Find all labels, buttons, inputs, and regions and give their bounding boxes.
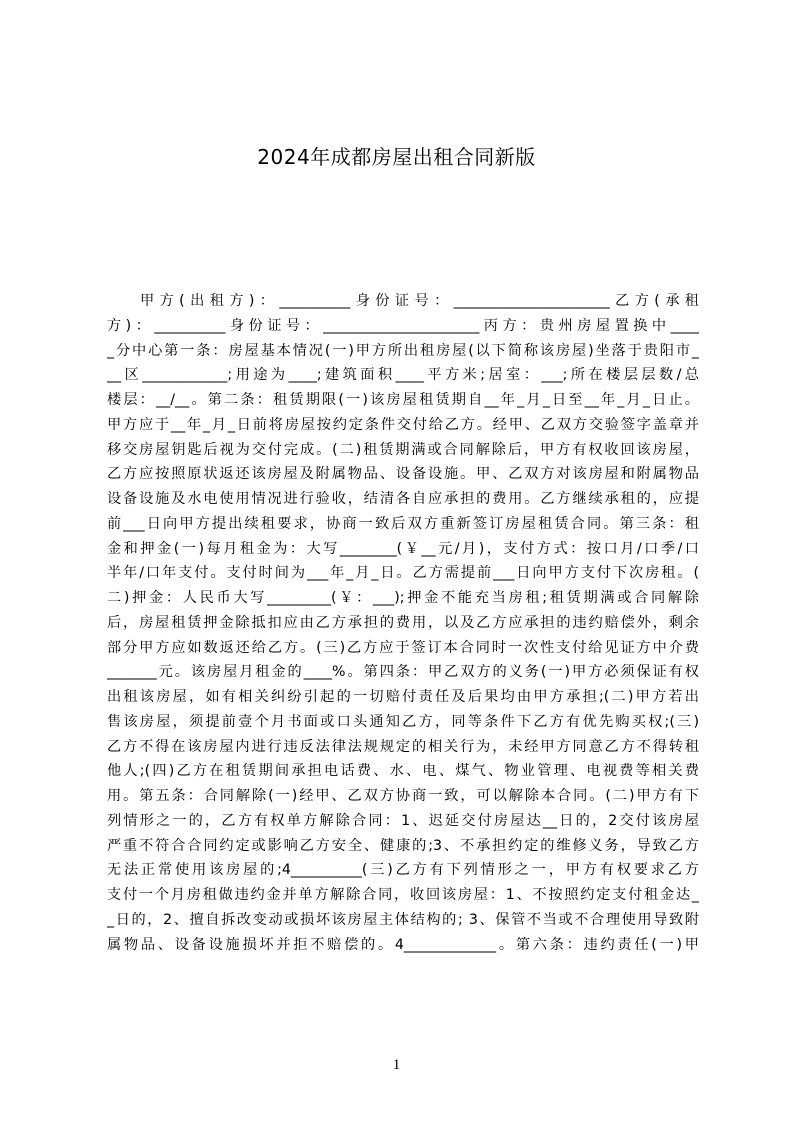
text-line: _分中心第一条：房屋基本情况(一)甲方所出租房屋(以下简称该房屋)坐落于贵阳市_ <box>107 342 699 359</box>
text-line: 二)押金：人民币大写_________(￥：___);押金不能充当房租;租赁期满或合同解除 <box>107 590 699 606</box>
text-line: 后，房屋租赁押金除抵扣应由乙方承担的费用，以及乙方应承担的违约赔偿外，剩余 <box>107 614 699 631</box>
page-number: 1 <box>392 1057 401 1073</box>
text-line: 无法正常使用该房屋的;4__________(三)乙方有下列情形之一，甲方有权要求乙方 <box>107 862 699 879</box>
text-line: 甲方(出租方)：__________身份证号：______________________乙方(承租 <box>140 293 699 309</box>
text-line: 楼层：__/__。第二条：租赁期限(一)该房屋租赁期自__年_月_日至__年_月_日止。 <box>107 392 699 408</box>
document-title: 2024年成都房屋出租合同新版 <box>257 145 536 169</box>
text-line: 甲方应于__年_月_日前将房屋按约定条件交付给乙方。经甲、乙双方交验签字盖章并 <box>107 416 699 433</box>
text-line: 移交房屋钥匙后视为交付完成。(二)租赁期满或合同解除后，甲方有权收回该房屋， <box>107 441 699 458</box>
text-line: 设备设施及水电使用情况进行验收，结清各自应承担的费用。乙方继续承租的，应提 <box>107 491 699 507</box>
text-line: __区____________;用途为____;建筑面积____平方米;居室：___;所在楼层层数/总 <box>107 367 699 384</box>
text-line: 属物品、设备设施损坏并拒不赔偿的。4_____________。第六条：违约责任(一)甲 <box>107 936 699 953</box>
text-line: 列情形之一的，乙方有权单方解除合同：1、迟延交付房屋达__日的，2交付该房屋 <box>107 812 699 829</box>
text-line: 部分甲方应如数返还给乙方。(三)乙方应于签订本合同时一次性支付给见证方中介费 <box>107 639 699 656</box>
text-line: 支付一个月房租做违约金并单方解除合同，收回该房屋：1、不按照约定支付租金达_ <box>107 887 699 903</box>
text-line: _日的，2、擅自拆改变动或损坏该房屋主体结构的; 3、保管不当或不合理使用导致附 <box>107 911 699 928</box>
text-line: 乙方应按照原状返还该房屋及附属物品、设备设施。甲、乙双方对该房屋和附属物品 <box>107 466 699 483</box>
text-line: 乙方不得在该房屋内进行违反法律法规规定的相关行为，未经甲方同意乙方不得转租 <box>107 738 699 755</box>
text-line: 方)：__________身份证号：______________________丙方：贵州房屋置换中____ <box>107 317 699 334</box>
text-line: 用。第五条：合同解除(一)经甲、乙双方协商一致，可以解除本合同。(二)甲方有下 <box>107 788 699 804</box>
text-line: 半年/口年支付。支付时间为___年_月_日。乙方需提前___日向甲方支付下次房租。( <box>107 565 699 582</box>
text-line: 金和押金(一)每月租金为：大写________(￥__元/月)，支付方式：按口月/口季/口 <box>107 540 699 557</box>
text-line: 严重不符合合同约定或影响乙方安全、健康的;3、不承担约定的维修义务，导致乙方 <box>107 837 699 854</box>
text-line: _______元。该房屋月租金的____%。第四条：甲乙双方的义务(一)甲方必须保证有权 <box>107 664 699 681</box>
contract-body <box>107 289 699 957</box>
text-line: 售该房屋，须提前壹个月书面或口头通知乙方，同等条件下乙方有优先购买权;(三) <box>107 713 699 730</box>
text-line: 他人;(四)乙方在租赁期间承担电话费、水、电、煤气、物业管理、电视费等相关费 <box>107 763 699 780</box>
text-line: 出租该房屋，如有相关纠纷引起的一切赔付责任及后果均由甲方承担;(二)甲方若出 <box>107 689 699 705</box>
text-line: 前___日向甲方提出续租要求，协商一致后双方重新签订房屋租赁合同。第三条：租 <box>107 515 699 532</box>
